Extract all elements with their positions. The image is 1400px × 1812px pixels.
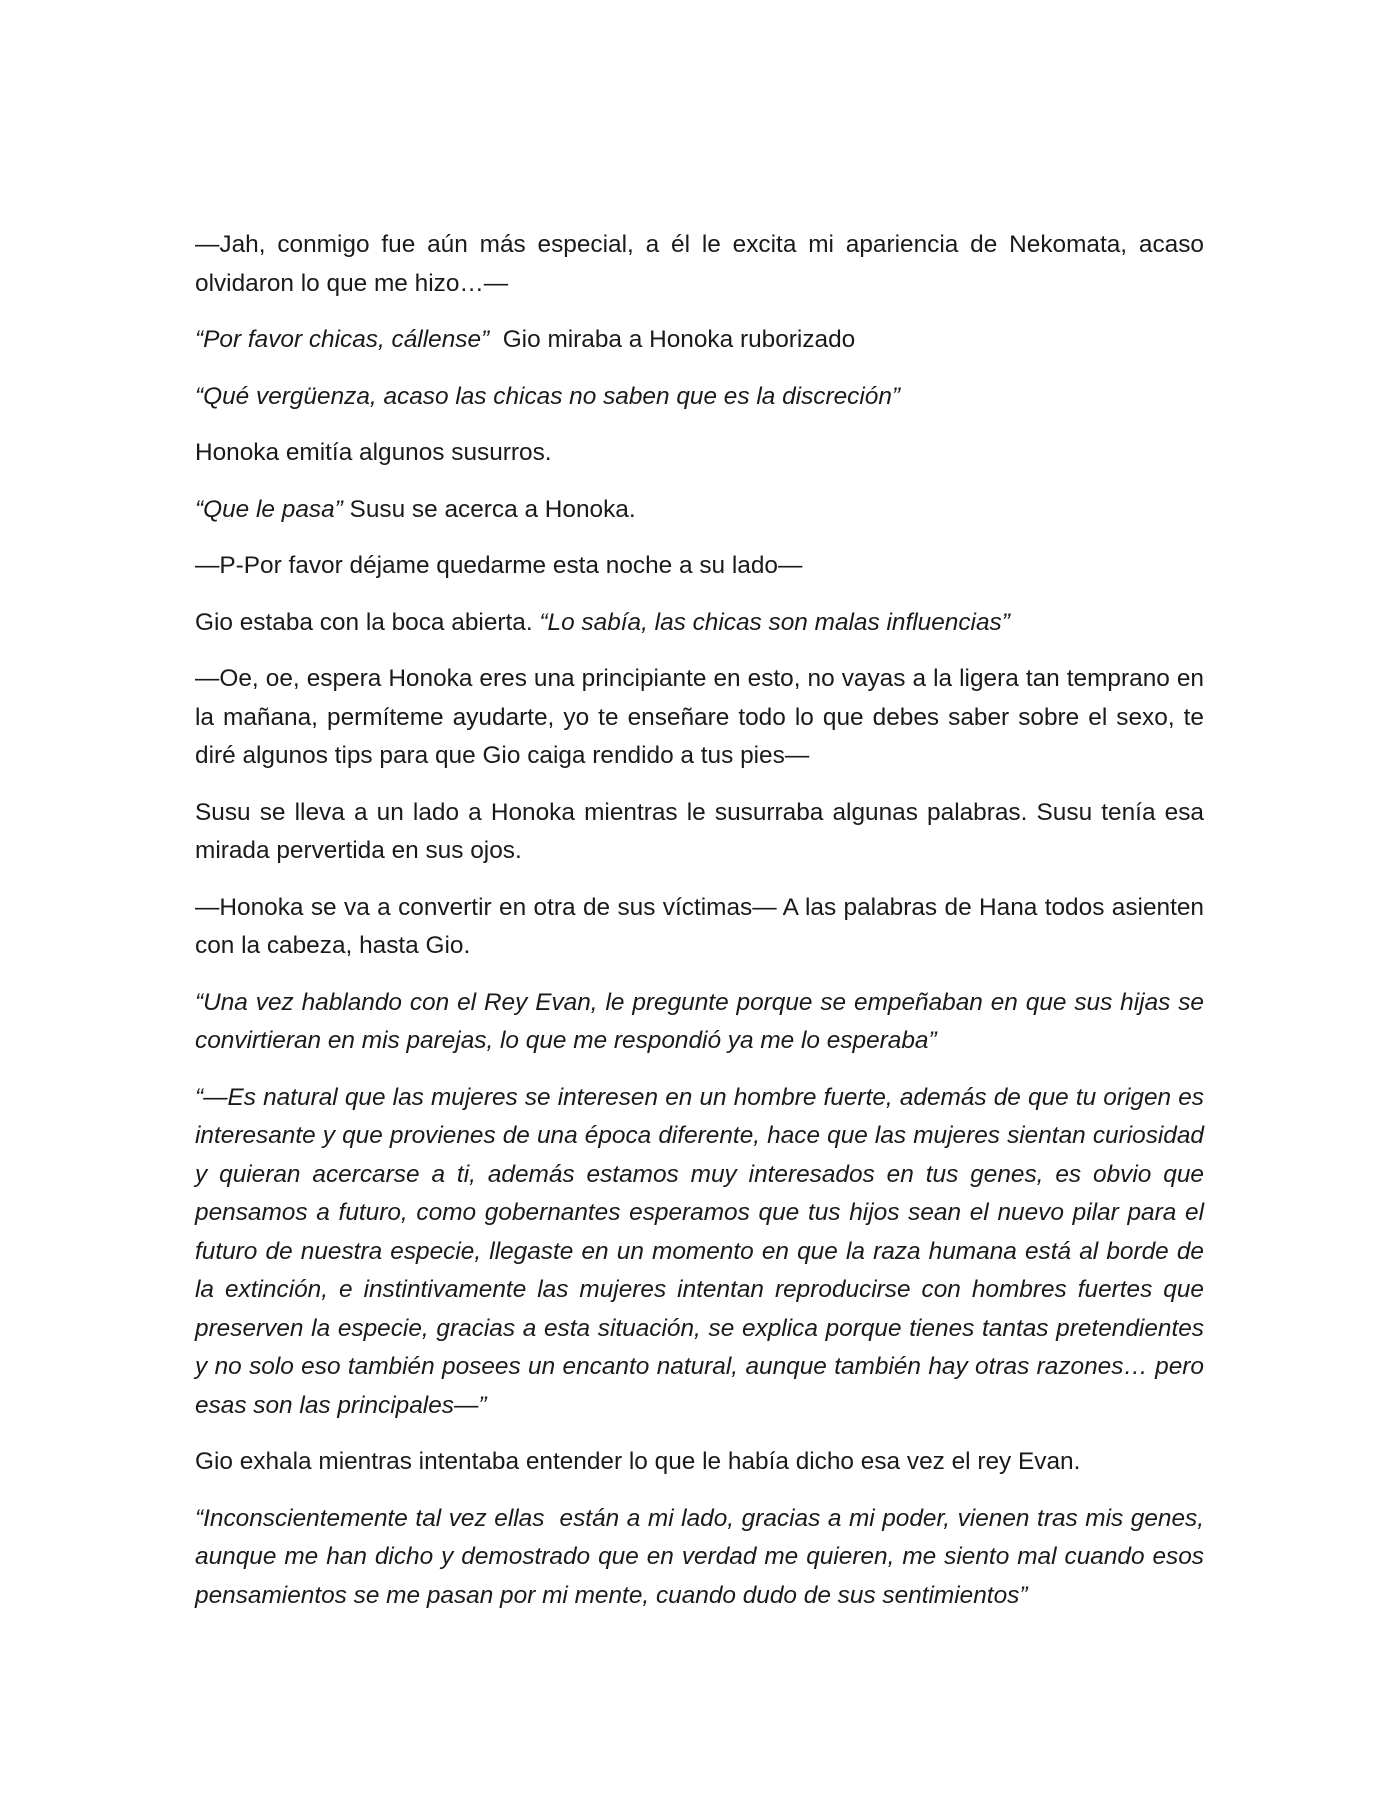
paragraph-5-narration: Susu se acerca a Honoka. xyxy=(342,495,636,523)
paragraph-9 xyxy=(195,794,1204,871)
paragraph-1-text: —Jah, conmigo fue aún más especial, a él le excita mi apariencia de Nekomata, acaso olvidaron lo que me hizo…— xyxy=(195,231,1204,297)
paragraph-1 xyxy=(195,226,1204,303)
paragraph-7-narration: Gio estaba con la boca abierta. xyxy=(195,608,540,636)
paragraph-2 xyxy=(195,321,1204,360)
paragraph-10 xyxy=(195,889,1204,966)
paragraph-9-text: Susu se lleva a un lado a Honoka mientras le susurraba algunas palabras. Susu tenía esa mirada pervertida en sus ojos. xyxy=(195,798,1204,864)
paragraph-4-text: Honoka emitía algunos susurros. xyxy=(195,439,552,466)
paragraph-5 xyxy=(195,491,1204,530)
paragraph-11 xyxy=(195,984,1204,1061)
paragraph-7 xyxy=(195,604,1204,643)
document-body xyxy=(195,226,1211,1633)
paragraph-13-text: Gio exhala mientras intentaba entender lo que le había dicho esa vez el rey Evan. xyxy=(195,1448,1081,1475)
paragraph-8-text: —Oe, oe, espera Honoka eres una principiante en esto, no vayas a la ligera tan temprano en la mañana, permíteme ayudarte, yo te enseñare todo lo que debes saber sobre el sexo, te diré algunos tips para que Gio caiga rendido a tus pies— xyxy=(195,665,1204,769)
paragraph-6 xyxy=(195,547,1204,586)
paragraph-8 xyxy=(195,660,1204,776)
paragraph-6-text: —P-Por favor déjame quedarme esta noche a su lado— xyxy=(195,552,803,579)
paragraph-7-thought: “Lo sabía, las chicas son malas influencias” xyxy=(539,608,1010,636)
paragraph-14 xyxy=(195,1500,1211,1616)
paragraph-5-thought: “Que le pasa” xyxy=(195,495,343,523)
paragraph-4 xyxy=(195,434,1204,473)
paragraph-12 xyxy=(195,1079,1204,1426)
paragraph-14-thought: “Inconscientemente tal vez ellas están a mi lado, gracias a mi poder, vienen tras mis genes, aunque me han dicho y demostrado que en verdad me quieren, me siento mal cuando esos pensamientos se me pasan por mi mente, cuando dudo de sus sentimientos” xyxy=(195,1504,1211,1609)
paragraph-10-text: —Honoka se va a convertir en otra de sus víctimas— A las palabras de Hana todos asienten con la cabeza, hasta Gio. xyxy=(195,893,1204,959)
paragraph-13 xyxy=(195,1443,1204,1482)
paragraph-3 xyxy=(195,378,1204,417)
paragraph-12-thought: “—Es natural que las mujeres se interesen en un hombre fuerte, además de que tu origen es interesante y que provienes de una época diferente, hace que las mujeres sientan curiosidad y quieran acercarse a ti, además estamos muy interesados en tus genes, es obvio que pensamos a futuro, como gobernantes esperamos que tus hijos sean el nuevo pilar para el futuro de nuestra especie, llegaste en un momento en que la raza humana está al borde de la extinción, e instintivamente las mujeres intentan reproducirse con hombres fuertes que preserven la especie, gracias a esta situación, se explica porque tienes tantas pretendientes y no solo eso también posees un encanto natural, aunque también hay otras razones… pero esas son las principales—” xyxy=(195,1083,1204,1419)
paragraph-11-thought: “Una vez hablando con el Rey Evan, le pregunte porque se empeñaban en que sus hijas se convirtieran en mis parejas, lo que me respondió ya me lo esperaba” xyxy=(195,988,1204,1054)
paragraph-2-narration: Gio miraba a Honoka ruborizado xyxy=(489,326,856,353)
paragraph-2-thought: “Por favor chicas, cállense” xyxy=(195,326,490,353)
paragraph-3-thought: “Qué vergüenza, acaso las chicas no saben que es la discreción” xyxy=(195,382,901,410)
